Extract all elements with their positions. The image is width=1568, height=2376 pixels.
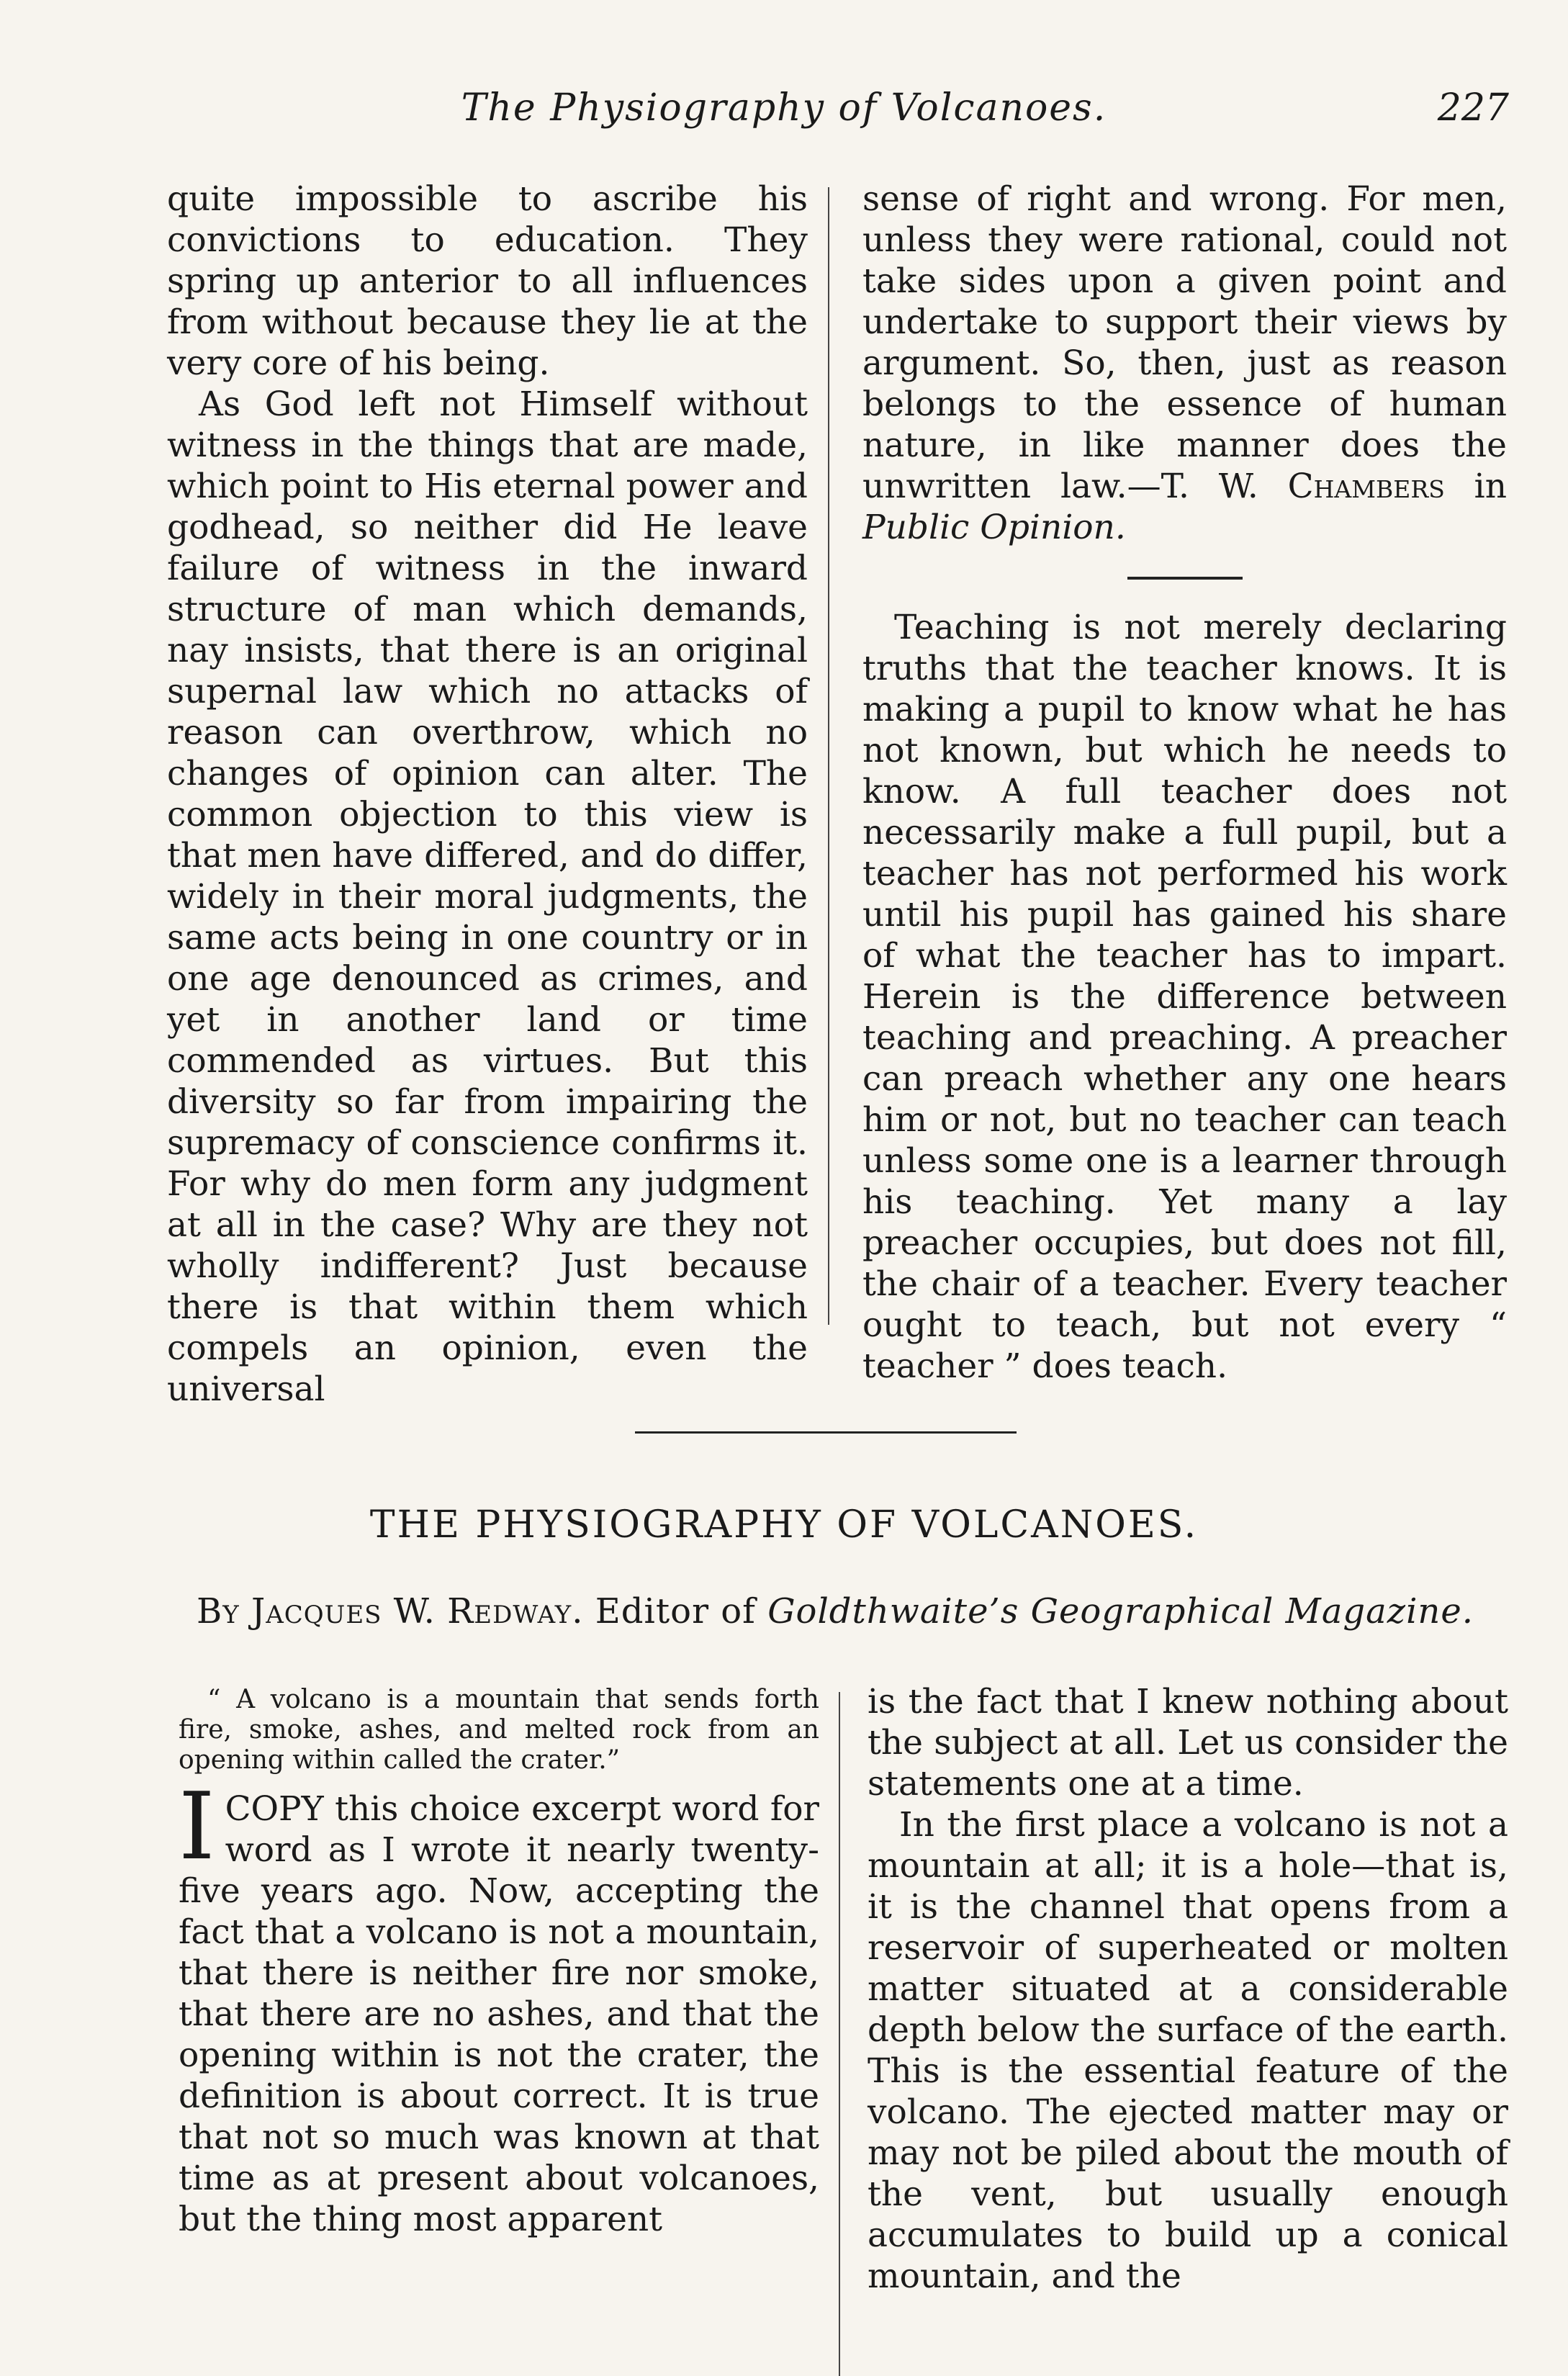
bottom-left-column — [179, 1685, 819, 2240]
epigraph: “ A volcano is a mountain that sends forth fire, smoke, ashes, and melted rock from an opening within called the crater.” — [179, 1685, 819, 1775]
author-name: Chambers — [1287, 467, 1445, 506]
bottom-right-column — [868, 1681, 1508, 2297]
opening-paragraph: ICOPY this choice excerpt word for word as I wrote it nearly twenty-five years ago. Now, accepting the fact that a volcano is not a mountain, that there is neither fire nor smoke, that there are no ashes, and that the opening within is not the crater, the definition is about correct. It is true that not so much was known at that time as at present about volcanoes, but the thing most apparent — [179, 1773, 819, 2239]
byline-publication: Goldthwaite’s Geographical Magazine. — [767, 1591, 1474, 1632]
article-divider — [635, 1431, 1017, 1434]
column-rule — [828, 187, 829, 1325]
running-title: The Physiography of Volcanoes. — [461, 86, 1107, 130]
top-right-column — [862, 179, 1507, 1387]
connector-word: in — [1474, 467, 1507, 506]
paragraph-text: sense of right and wrong. For men, unless they were rational, could not take sides upon a given point and undertake to support their views by argument. So, then, just as reason belongs to the essence of human nature, in like manner does the unwritten law.—T. W. — [862, 179, 1507, 506]
top-left-column — [167, 179, 808, 1410]
paragraph: Teaching is not merely declaring truths that the teacher knows. It is making a pupil to know what he has not known, but which he needs to know. A full teacher does not necessarily make a full pupil, but a teacher has not performed his work until his pupil has gained his share of what the teacher has to impart. Herein is the difference between teaching and preaching. A preacher can preach whether any one hears him or not, but no teacher can teach unless some one is a learner through his teaching. Yet many a lay preacher occupies, but does not fill, the chair of a teacher. Every teacher ought to teach, but not every “ teacher ” does teach. — [862, 608, 1507, 1386]
page-header — [0, 79, 1568, 137]
paragraph — [862, 179, 1507, 548]
paragraph: quite impossible to ascribe his convictions to education. They spring up anterior to all influences from without because they lie at the very core of his being. — [167, 179, 808, 383]
section-rule — [1127, 577, 1243, 580]
paragraph: In the first place a volcano is not a mountain at all; it is a hole—that is, it is the channel that opens from a reservoir of superheated or molten matter situated at a considerable depth below the surface of the earth. This is the essential feature of the volcano. The ejected matter may or may not be piled about the mouth of the vent, but usually enough accumulates to build up a conical mountain, and the — [868, 1805, 1508, 2296]
byline — [162, 1591, 1508, 1632]
source-title: Public Opinion. — [862, 508, 1126, 547]
page-number: 227 — [1437, 86, 1509, 130]
paragraph: is the fact that I knew nothing about the subject at all. Let us consider the statements one at a time. — [868, 1682, 1508, 1804]
paragraph: As God left not Himself without witness in the things that are made, which point to His eternal power and godhead, so neither did He leave failure of witness in the inward structure of man which demands, nay insists, that there is an original supernal law which no attacks of reason can overthrow, which no changes of opinion can alter. The common objection to this view is that men have differed, and do differ, widely in their moral judgments, the same acts being in one country or in one age denounced as crimes, and yet in another land or time commended as virtues. But this diversity so far from impairing the supremacy of conscience confirms it. For why do men form any judgment at all in the case? Why are they not wholly indifferent? Just because there is that within them which compels an opinion, even the universal — [167, 384, 808, 1409]
byline-editor: Editor of — [595, 1591, 756, 1632]
article-title: THE PHYSIOGRAPHY OF VOLCANOES. — [369, 1503, 1199, 1547]
byline-author: By Jacques W. Redway. — [197, 1591, 584, 1632]
column-rule — [839, 1692, 840, 2376]
